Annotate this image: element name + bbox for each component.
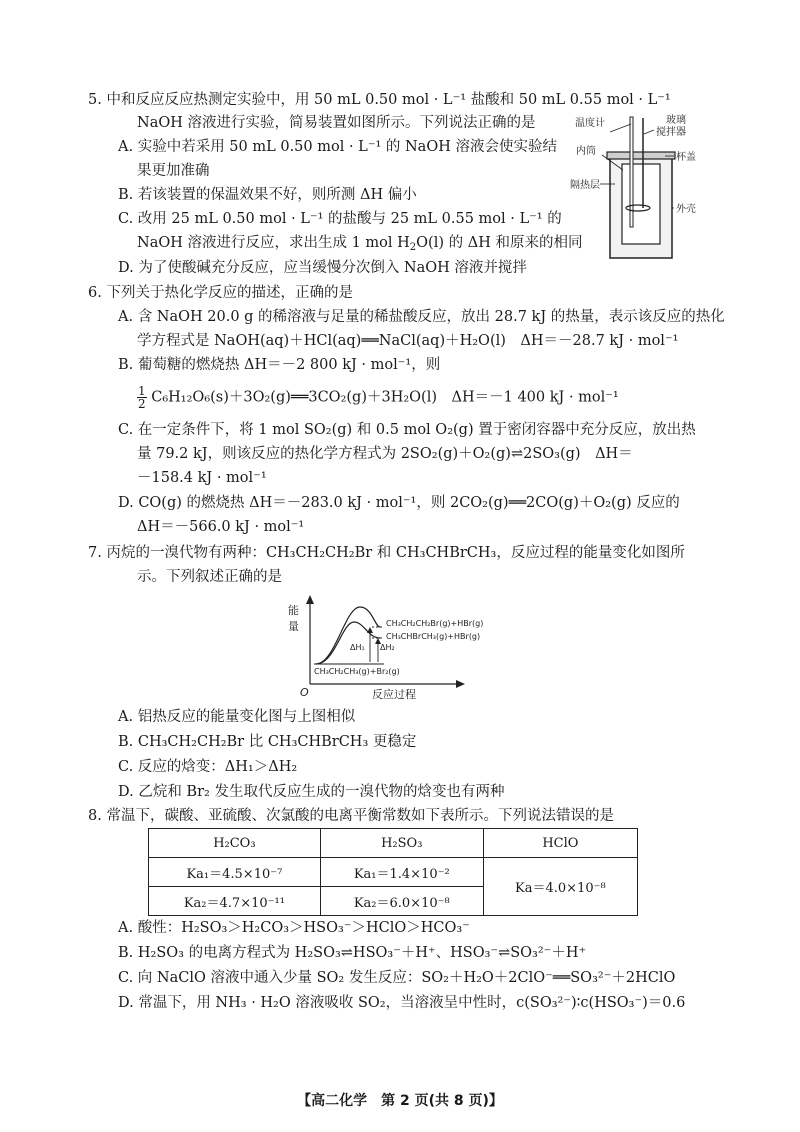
label-glass: 玻璃 [666, 115, 686, 126]
q5-option-d: D. 为了使酸碱充分反应，应当缓慢分次倒入 NaOH 溶液并搅拌 [118, 260, 527, 276]
q6-option-d-line2: ΔH＝－566.0 kJ · mol⁻¹ [137, 519, 305, 535]
q8-stem: 8. 常温下，碳酸、亚硫酸、次氯酸的电离平衡常数如下表所示。下列说法错误的是 [88, 808, 614, 824]
q5-option-c-line1: C. 改用 25 mL 0.50 mol · L⁻¹ 的盐酸与 25 mL 0.55 mol · L⁻¹ 的 [118, 211, 562, 227]
energy-diagram [280, 592, 520, 702]
y-label-1: 能 [288, 604, 299, 617]
table-cell-merged: Ka＝4.0×10⁻⁸ [483, 858, 637, 916]
label-insulation: 隔热层 [570, 180, 600, 191]
table-cell: Ka₂＝6.0×10⁻⁸ [320, 887, 483, 916]
label-product-2: CH₃CHBrCH₃(g)+HBr(g) [386, 632, 481, 641]
q7-option-d: D. 乙烷和 Br₂ 发生取代反应生成的一溴代物的焓变也有两种 [118, 784, 505, 800]
fraction-one-half: $\frac{1}{2}$ [138, 384, 146, 411]
q5-option-c-line2: NaOH 溶液进行反应，求出生成 1 mol $H_2O(l)$ 的 ΔH 和原来的相同 [137, 235, 583, 253]
table-header: H₂SO₃ [320, 829, 483, 858]
q6-option-b-line2: $\frac{1}{2}$ C₆H₁₂O₆(s)＋3O₂(g)══3CO₂(g)＋3H₂O(l) ΔH＝－1 400 kJ · mol⁻¹ [138, 384, 619, 411]
calorimeter-diagram [570, 112, 720, 264]
q6-option-c-line3: －158.4 kJ · mol⁻¹ [137, 470, 267, 486]
table-cell: Ka₁＝4.5×10⁻⁷ [149, 858, 321, 887]
q5-stem-line1: 5. 中和反应反应热测定实验中，用 50 mL 0.50 mol · L⁻¹ 盐酸和 50 mL 0.55 mol · L⁻¹ [88, 92, 671, 108]
label-stirrer: 搅拌器 [656, 127, 686, 138]
cup-lid [607, 152, 675, 159]
table-header-row [149, 829, 638, 858]
label-dh1: ΔH₁ [350, 643, 365, 652]
table-cell: Ka₁＝1.4×10⁻² [320, 858, 483, 887]
q5-option-a-line2: 果更加准确 [137, 163, 210, 179]
x-label: 反应过程 [372, 688, 416, 701]
q8-option-c: C. 向 NaClO 溶液中通入少量 SO₂ 发生反应：SO₂＋H₂O＋2ClO⁻══SO₃²⁻＋2HClO [118, 970, 676, 986]
q6-option-c-line2: 量 79.2 kJ，则该反应的热化学方程式为 2SO₂(g)＋O₂(g)⇌2SO₃(g) ΔH＝ [137, 446, 633, 462]
inner-cup [622, 164, 660, 244]
q8-option-d: D. 常温下，用 NH₃ · H₂O 溶液吸收 SO₂，当溶液呈中性时，c(SO₃²⁻)∶c(HSO₃⁻)＝0.6 [118, 995, 686, 1011]
q5-stem-line2: NaOH 溶液进行实验，简易装置如图所示。下列说法正确的是 [137, 115, 536, 131]
page-footer: 【高二化学 第 2 页(共 8 页)】 [297, 1093, 503, 1109]
label-outer-shell: 外壳 [676, 204, 696, 215]
q6-stem: 6. 下列关于热化学反应的描述，正确的是 [88, 285, 353, 301]
label-lid: 杯盖 [676, 152, 696, 163]
label-product-1: CH₃CH₂CH₂Br(g)+HBr(g) [386, 619, 484, 628]
q7-stem-line1: 7. 丙烷的一溴代物有两种：CH₃CH₂CH₂Br 和 CH₃CHBrCH₃，反应过程的能量变化如图所 [88, 545, 685, 561]
label-thermometer: 温度计 [575, 118, 605, 129]
y-label-2: 量 [288, 620, 299, 633]
q6-option-a-line2: 学方程式是 NaOH(aq)＋HCl(aq)══NaCl(aq)＋H₂O(l) ΔH＝－28.7 kJ · mol⁻¹ [137, 333, 679, 349]
q6-option-b-line1: B. 葡萄糖的燃烧热 ΔH＝－2 800 kJ · mol⁻¹，则 [118, 357, 441, 373]
q6-option-d-line1: D. CO(g) 的燃烧热 ΔH＝－283.0 kJ · mol⁻¹，则 2CO₂(g)══2CO(g)＋O₂(g) 反应的 [118, 495, 680, 511]
origin: O [300, 686, 309, 699]
q7-stem-line2: 示。下列叙述正确的是 [137, 569, 282, 585]
q7-option-c: C. 反应的焓变：ΔH₁＞ΔH₂ [118, 759, 298, 775]
label-reactant: CH₃CH₂CH₃(g)+Br₂(g) [314, 667, 400, 676]
table-header: H₂CO₃ [149, 829, 321, 858]
q5-option-a-line1: A. 实验中若采用 50 mL 0.50 mol · L⁻¹ 的 NaOH 溶液会使实验结 [118, 139, 557, 155]
table-row [149, 858, 638, 887]
q7-option-a: A. 铝热反应的能量变化图与上图相似 [118, 709, 356, 725]
label-dh2: ΔH₂ [380, 643, 395, 652]
q5-option-b: B. 若该装置的保温效果不好，则所测 ΔH 偏小 [118, 187, 417, 203]
q6-option-c-line1: C. 在一定条件下，将 1 mol SO₂(g) 和 0.5 mol O₂(g) 置于密闭容器中充分反应，放出热 [118, 422, 696, 438]
x-axis-arrow [456, 680, 465, 688]
label-inner-cup: 内筒 [576, 146, 596, 157]
q6-option-a-line1: A. 含 NaOH 20.0 g 的稀溶液与足量的稀盐酸反应，放出 28.7 kJ 的热量，表示该反应的热化 [118, 309, 725, 325]
table-header: HClO [483, 829, 637, 858]
q8-option-b: B. H₂SO₃ 的电离方程式为 H₂SO₃⇌HSO₃⁻＋H⁺、HSO₃⁻⇌SO₃²⁻＋H⁺ [118, 945, 587, 961]
q7-option-b: B. CH₃CH₂CH₂Br 比 CH₃CHBrCH₃ 更稳定 [118, 734, 417, 750]
q8-option-a: A. 酸性：H₂SO₃＞H₂CO₃＞HSO₃⁻＞HClO＞HCO₃⁻ [118, 920, 470, 936]
table-cell: Ka₂＝4.7×10⁻¹¹ [149, 887, 321, 916]
y-axis-arrow [306, 595, 314, 604]
ionization-constants-table [148, 828, 638, 916]
